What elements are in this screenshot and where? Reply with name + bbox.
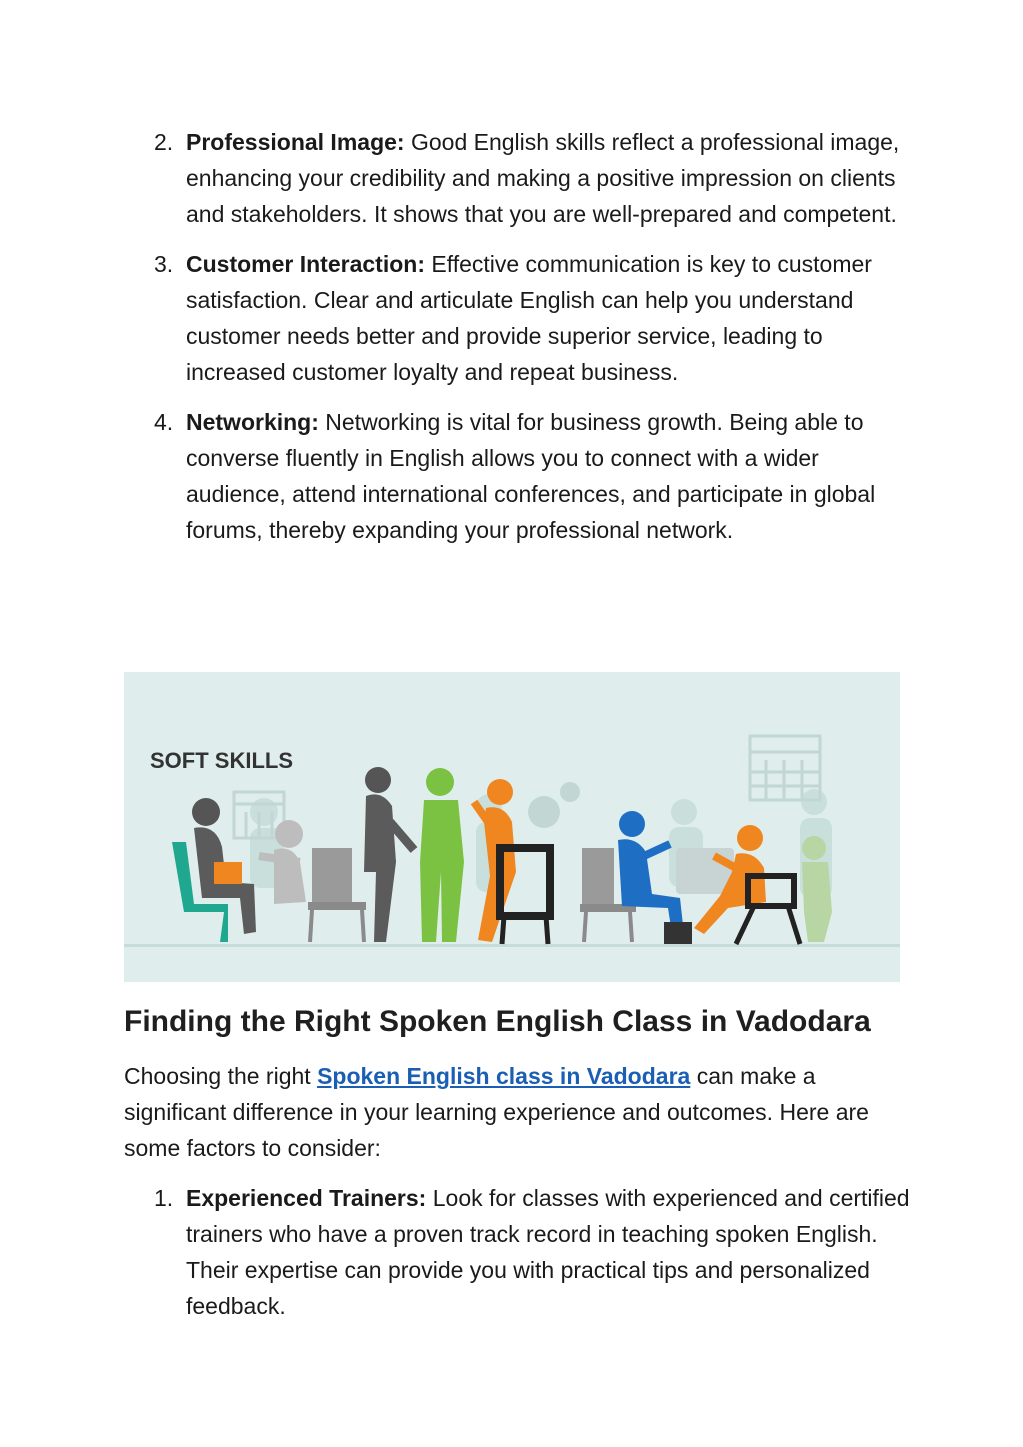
section-heading: Finding the Right Spoken English Class in Vadodara: [124, 1005, 871, 1038]
soft-skills-label: SOFT SKILLS: [150, 748, 293, 773]
list-item: [124, 404, 914, 548]
list-item-title: Experienced Trainers:: [186, 1185, 427, 1211]
list-number: 4.: [154, 409, 174, 435]
gear-icon: [528, 782, 580, 828]
list-item-title: Networking:: [186, 409, 319, 435]
intro-text-end: can make a significant difference in your learning experience and outcomes. Here are some factors to consider:: [124, 1063, 869, 1161]
list-item-text: [186, 404, 914, 548]
empty-chair: [308, 848, 366, 942]
spoken-english-class-link[interactable]: Spoken English class in Vadodara: [317, 1063, 691, 1089]
list-item-body: Networking is vital for business growth. Being able to converse fluently in English allows you to connect with a wider audience, attend international conferences, and participate in global forums, thereby expanding your professional network.: [186, 409, 876, 543]
briefcase-icon: [664, 922, 692, 944]
list-item: [124, 124, 914, 232]
list-item-title: Customer Interaction:: [186, 251, 425, 277]
list-item: [124, 246, 914, 390]
list-number: 3.: [154, 251, 174, 277]
intro-text-start: Choosing the right: [124, 1063, 318, 1089]
list-item-text: [186, 246, 914, 390]
soft-skills-artwork: [124, 672, 900, 982]
list-item-text: [186, 124, 914, 232]
seated-person-left: [172, 798, 256, 942]
benefits-list: [124, 124, 914, 562]
list-item-body: Effective communication is key to customer satisfaction. Clear and articulate English can help you understand customer needs better and provide superior service, leading to increased customer loyalty and repeat business.: [186, 251, 872, 385]
black-chair: [736, 876, 800, 944]
soft-skills-illustration: [124, 672, 900, 982]
standing-man-green: [420, 768, 464, 942]
standing-woman: [364, 767, 414, 942]
list-number: 1.: [154, 1185, 174, 1211]
intro-paragraph: [124, 1058, 914, 1166]
factors-list: [124, 1180, 914, 1338]
list-number: 2.: [154, 129, 174, 155]
list-item-body: Good English skills reflect a professional image, enhancing your credibility and making a positive impression on clients and stakeholders. It shows that you are well-prepared and competent.: [186, 129, 900, 227]
floor-line: [124, 944, 900, 947]
list-item: [124, 1180, 914, 1324]
list-item-title: Professional Image:: [186, 129, 405, 155]
list-item-text: [186, 1180, 914, 1324]
list-item-body: Look for classes with experienced and certified trainers who have a proven track record in teaching spoken English. Their expertise can provide you with practical tips and personalized feedback.: [186, 1185, 910, 1319]
